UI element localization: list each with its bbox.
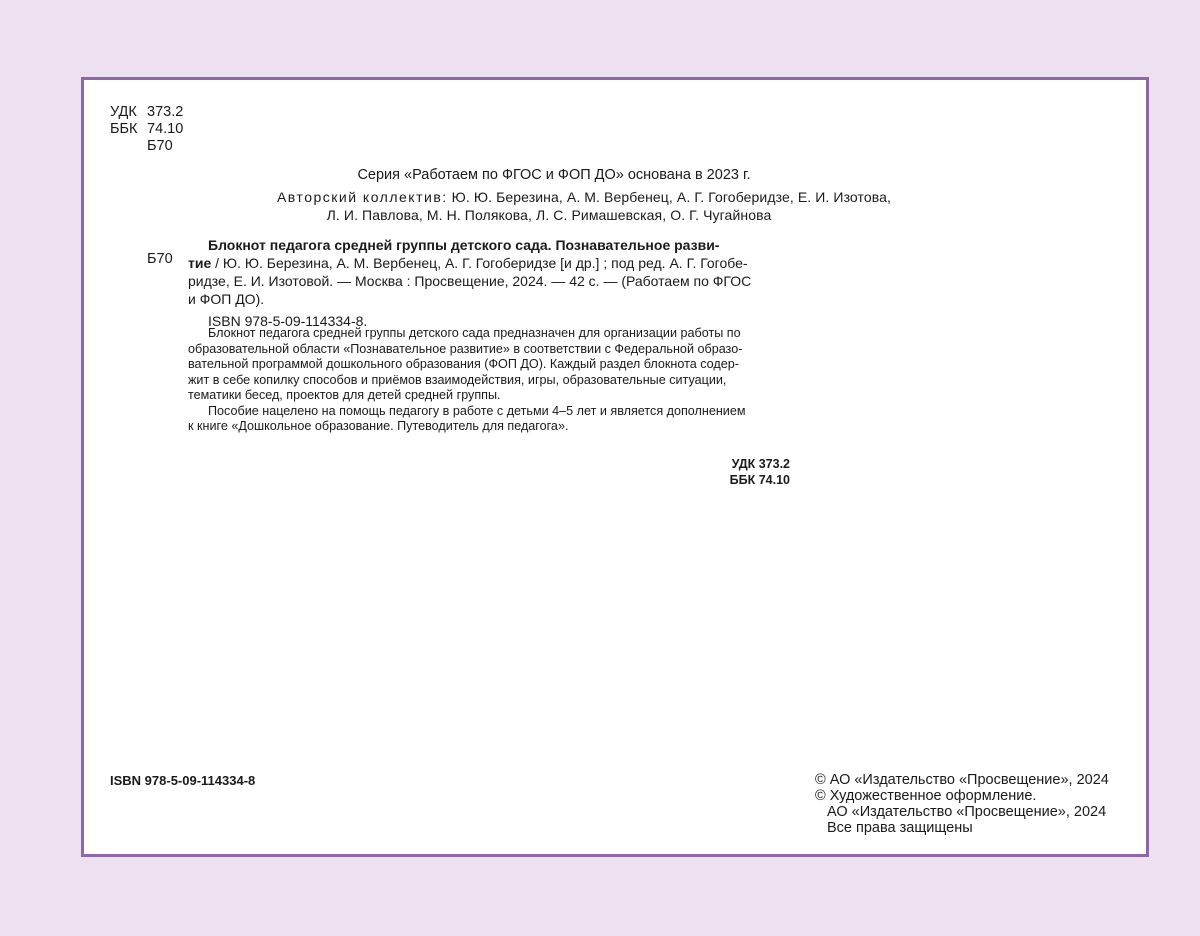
annotation-line: образовательной области «Познавательное развитие» в соответствии с Федеральной образо-: [188, 341, 743, 356]
bbk-code: [110, 121, 183, 138]
author-mark-bib: Б70: [147, 251, 173, 267]
series-line: Серия «Работаем по ФГОС и ФОП ДО» основана в 2023 г.: [357, 167, 751, 183]
bib-title-line-2: тие: [188, 255, 212, 271]
author-mark-top: Б70: [147, 138, 173, 154]
bib-line-3: ридзе, Е. И. Изотовой. — Москва : Просвещение, 2024. — 42 с. — (Работаем по ФГОС: [188, 273, 752, 289]
index-bbk: ББК 74.10: [729, 473, 790, 487]
index-udk: УДК 373.2: [731, 457, 790, 471]
annotation-line: тематики бесед, проектов для детей средней группы.: [188, 388, 501, 402]
annotation-line: жит в себе копилку способов и приёмов взаимодействия, игры, образовательные ситуации,: [188, 372, 727, 387]
annotation-line: Пособие нацелено на помощь педагогу в работе с детьми 4–5 лет и является дополнением: [208, 403, 746, 418]
udk-label: УДК: [110, 104, 137, 120]
udk-value: 373.2: [147, 104, 184, 120]
authors-label: Авторский коллектив:: [276, 189, 448, 205]
page-frame: [81, 77, 1149, 857]
annotation-line: Блокнот педагога средней группы детского сада предназначен для организации работы по: [208, 326, 741, 340]
udk-code: [110, 104, 183, 121]
bib-isbn: ISBN 978-5-09-114334-8.: [208, 313, 368, 329]
bib-line-4: и ФОП ДО).: [188, 291, 265, 307]
index-codes: [690, 456, 790, 488]
rights-reserved: Все права защищены: [827, 820, 973, 836]
authors-line-1: [84, 188, 1084, 206]
annotation: [188, 326, 790, 435]
bbk-label: ББК: [110, 121, 138, 137]
bib-authors: / Ю. Ю. Березина, А. М. Вербенец, А. Г. Гогоберидзе [и др.] ; под ред. А. Г. Гогобе-: [211, 255, 748, 271]
copyright-block: [815, 772, 1109, 836]
authors-line-2: Л. И. Павлова, М. Н. Полякова, Л. С. Римашевская, О. Г. Чугайнова: [326, 207, 772, 223]
copyright-2: © Художественное оформление.: [815, 788, 1037, 804]
copyright-3: АО «Издательство «Просвещение», 2024: [827, 804, 1107, 820]
bib-description: [188, 236, 790, 330]
isbn-bottom: ISBN 978-5-09-114334-8: [110, 773, 256, 788]
annotation-line: к книге «Дошкольное образование. Путеводитель для педагога».: [188, 419, 569, 433]
copyright-1: © АО «Издательство «Просвещение», 2024: [815, 772, 1109, 788]
bib-title-line-1: Блокнот педагога средней группы детского сада. Познавательное разви-: [208, 237, 720, 253]
annotation-line: вательной программой дошкольного образования (ФОП ДО). Каждый раздел блокнота содер-: [188, 357, 739, 371]
authors-names-1: Ю. Ю. Березина, А. М. Вербенец, А. Г. Гогоберидзе, Е. И. Изотова,: [451, 189, 892, 205]
bbk-value: 74.10: [147, 121, 184, 137]
